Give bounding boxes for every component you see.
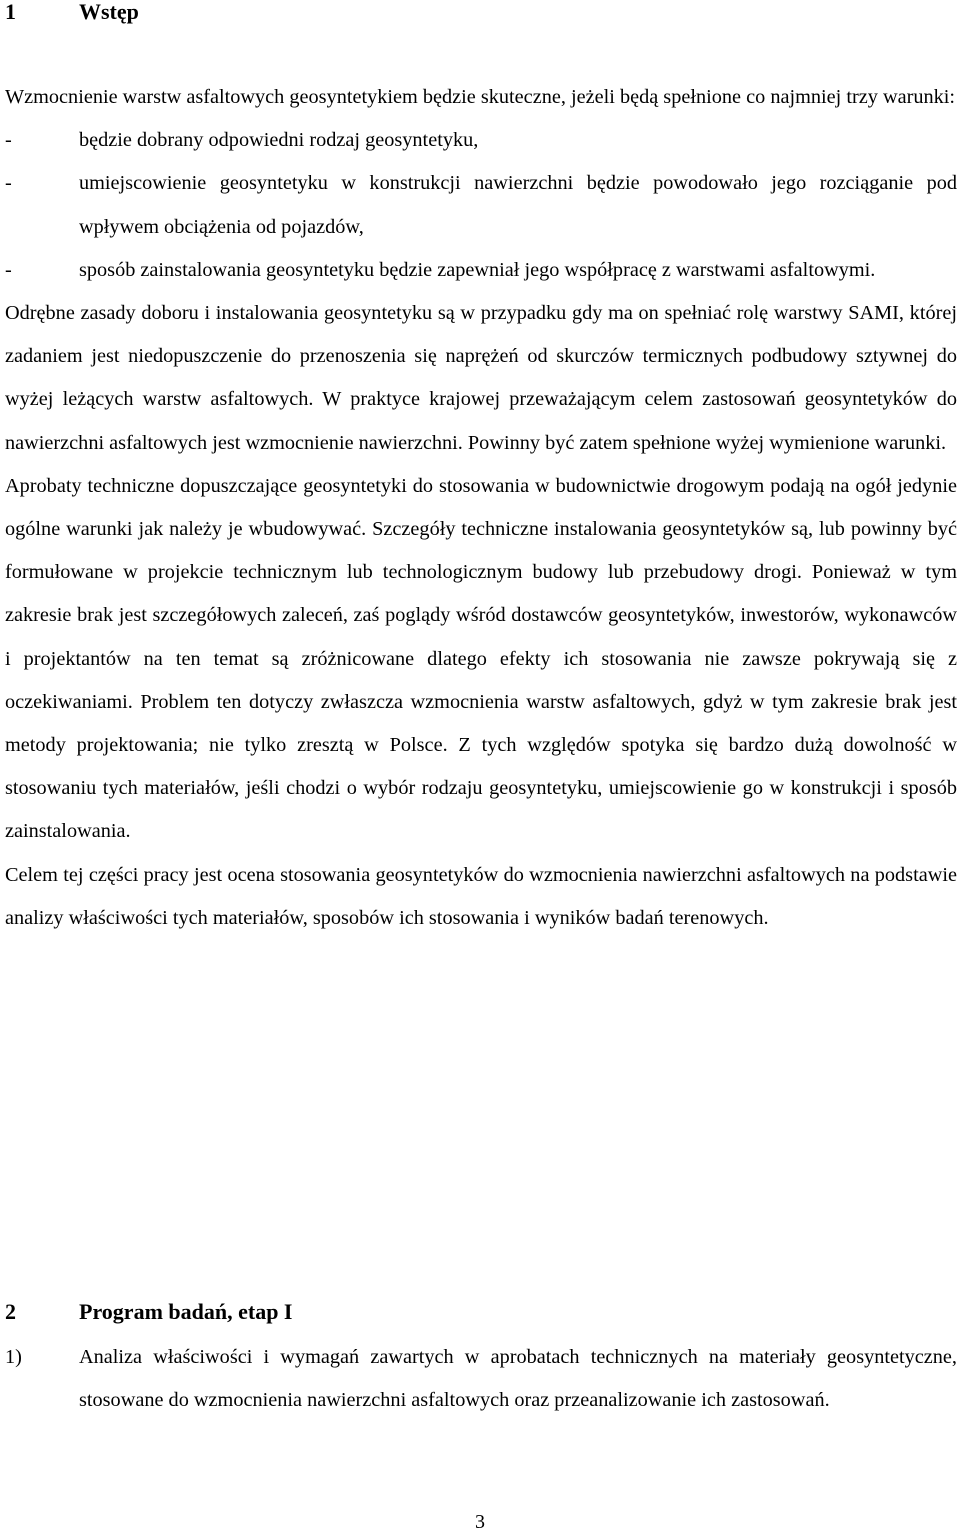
list-item-text: będzie dobrany odpowiedni rodzaj geosyntetyku, [79, 129, 479, 152]
section-1-number: 1 [5, 0, 16, 24]
list-item [5, 119, 957, 162]
section-1-paragraphs [5, 292, 957, 940]
paragraph: Aprobaty techniczne dopuszczające geosyntetyki do stosowania w budownictwie drogowym podają na ogół jedynie ogólne warunki jak należy je wbudowywać. Szczegóły techniczne instalowania geosyntetyków są, lub powinny być formułowane w projekcie technicznym lub technologicznym budowy lub przebudowy drogi. Ponieważ w tym zakresie brak jest szczegółowych zaleceń, zaś poglądy wśród dostawców geosyntetyków, inwestorów, wykonawców i projektantów na ten temat są zróżnicowane dlatego efekty ich stosowania nie zawsze pokrywają się z oczekiwaniami. Problem ten dotyczy zwłaszcza wzmocnienia warstw asfaltowych, gdyż w tym zakresie brak jest metody projektowania; nie tylko zresztą w Polsce. Z tych względów spotyka się bardzo dużą dowolność w stosowaniu tych materiałów, jeśli chodzi o wybór rodzaju geosyntetyku, umiejscowienie go w konstrukcji i sposób zainstalowania. [5, 474, 957, 843]
section-2-number: 2 [5, 1299, 16, 1324]
list-item [5, 249, 957, 292]
list-marker: - [5, 129, 12, 152]
list-item-text: Analiza właściwości i wymagań zawartych w aprobatach technicznych na materiały geosyntetyczne, stosowane do wzmocnienia nawierzchni asfaltowych oraz przeanalizowanie ich zastosowań. [79, 1346, 957, 1412]
list-marker: 1) [5, 1346, 22, 1368]
list-marker: - [5, 258, 12, 281]
section-1-heading [5, 0, 139, 25]
conditions-list [5, 119, 957, 292]
list-item-text: umiejscowienie geosyntetyku w konstrukcji nawierzchni będzie powodowało jego rozciąganie pod wpływem obciążenia od pojazdów, [79, 172, 957, 238]
list-item [5, 1336, 957, 1422]
section-2-title: Program badań, etap I [79, 1299, 293, 1324]
list-marker: - [5, 172, 12, 195]
page-number: 3 [475, 1511, 485, 1533]
research-program-list [5, 1336, 957, 1422]
intro-paragraph: Wzmocnienie warstw asfaltowych geosyntetykiem będzie skuteczne, jeżeli będą spełnione co najmniej trzy warunki: [5, 86, 956, 108]
section-1-title: Wstęp [79, 0, 139, 24]
paragraph: Celem tej części pracy jest ocena stosowania geosyntetyków do wzmocnienia nawierzchni asfaltowych na podstawie analizy właściwości tych materiałów, sposobów ich stosowania i wyników badań terenowych. [5, 863, 957, 929]
list-item [5, 162, 957, 248]
paragraph: Odrębne zasady doboru i instalowania geosyntetyku są w przypadku gdy ma on spełniać rolę warstwy SAMI, której zadaniem jest niedopuszczenie do przenoszenia się naprężeń od skurczów termicznych podbudowy sztywnej do wyżej leżących warstw asfaltowych. W praktyce krajowej przeważającym celem zastosowań geosyntetyków do nawierzchni asfaltowych jest wzmocnienie nawierzchni. Powinny być zatem spełnione wyżej wymienione warunki. [5, 302, 957, 454]
list-item-text: sposób zainstalowania geosyntetyku będzie zapewniał jego współpracę z warstwami asfaltowymi. [79, 258, 876, 281]
section-2-heading [5, 1299, 293, 1325]
section-1-body [5, 76, 957, 940]
